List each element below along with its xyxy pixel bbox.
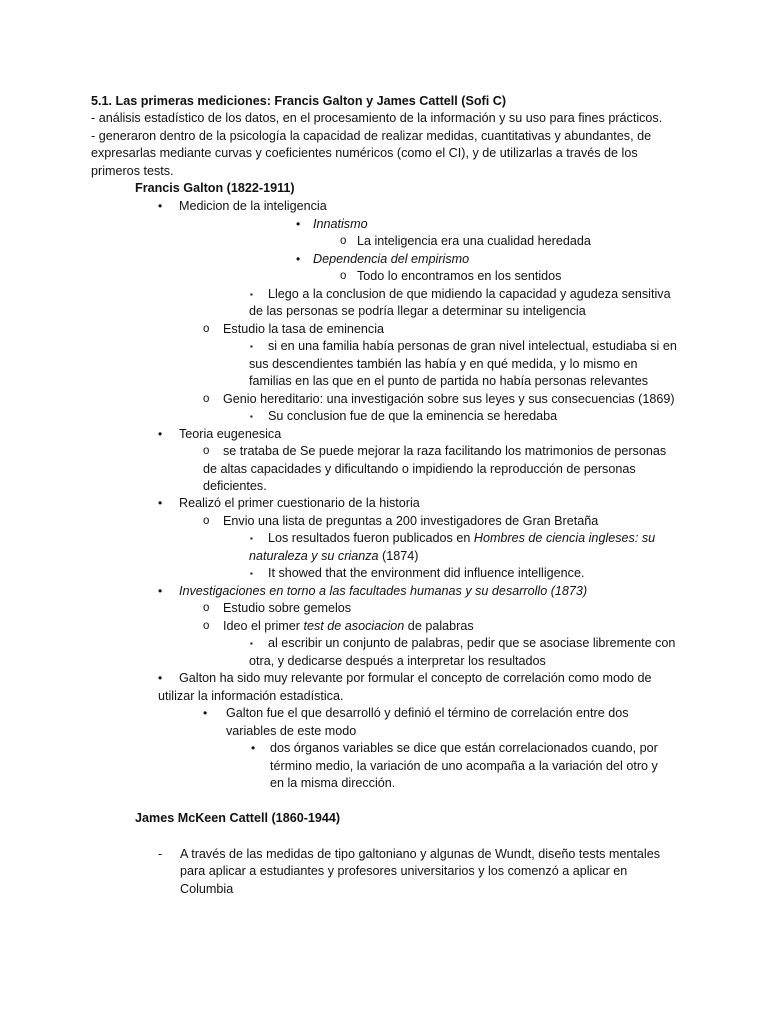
bullet-circle: o <box>203 620 210 632</box>
bullet-circle: o <box>340 235 347 247</box>
bullet-dot: • <box>296 252 301 266</box>
resultados-line-1 <box>268 530 655 548</box>
ideo-item <box>223 618 474 636</box>
bullet-square: ▪ <box>250 534 253 543</box>
intro-line-4: primeros tests. <box>91 164 174 178</box>
resultados-line-2 <box>249 548 418 566</box>
bullet-dot: • <box>158 584 163 598</box>
bullet-square: ▪ <box>250 639 253 648</box>
cattell-line-3: Columbia <box>180 882 234 896</box>
estudio-tasa-item: Estudio la tasa de eminencia <box>223 322 385 336</box>
gemelos-item: Estudio sobre gemelos <box>223 601 352 615</box>
cattell-line-2: para aplicar a estudiantes y profesores universitarios y los comenzó a aplicar en <box>180 864 628 878</box>
bullet-circle: o <box>203 445 210 457</box>
genio-sub-item: Su conclusion fue de que la eminencia se heredaba <box>268 409 558 423</box>
bullet-square: ▪ <box>250 569 253 578</box>
cattell-line-1: A través de las medidas de tipo galtoniano y algunas de Wundt, diseño tests mentales <box>180 847 661 861</box>
familia-line-1: si en una familia había personas de gran nivel intelectual, estudiaba si en <box>268 339 677 353</box>
llego-line-2: de las personas se podría llegar a determinar su inteligencia <box>249 304 586 318</box>
bullet-circle: o <box>203 323 210 335</box>
organos-line-3: en la misma dirección. <box>270 776 396 790</box>
escribir-line-2: otra, y dedicarse después a interpretar los resultados <box>249 654 546 668</box>
bullet-circle: o <box>340 270 347 282</box>
bullet-circle: o <box>203 515 210 527</box>
bullet-square: ▪ <box>250 342 253 351</box>
bullet-dot: • <box>158 199 163 213</box>
bullet-dot: • <box>158 671 163 685</box>
eugenesica-line-1: se trataba de Se puede mejorar la raza facilitando los matrimonios de personas <box>223 444 667 458</box>
genio-item: Genio hereditario: una investigación sobre sus leyes y sus consecuencias (1869) <box>223 392 675 406</box>
escribir-line-1: al escribir un conjunto de palabras, pedir que se asociase libremente con <box>268 636 676 650</box>
innatismo-item: Innatismo <box>313 217 368 231</box>
environment-item: It showed that the environment did influence intelligence. <box>268 566 585 580</box>
bullet-dot: • <box>296 217 301 231</box>
bullet-dash: - <box>158 847 163 861</box>
organos-line-2: término medio, la variación de uno acompaña a la variación del otro y <box>270 759 658 773</box>
ideo-text-end: de palabras <box>404 619 474 633</box>
bullet-dot: • <box>203 706 208 720</box>
bullet-dot: • <box>251 741 256 755</box>
medicion-item: Medicion de la inteligencia <box>179 199 327 213</box>
resultados-book-title: Hombres de ciencia ingleses: su <box>473 531 656 545</box>
definio-line-1: Galton fue el que desarrolló y definió el término de correlación entre dos <box>226 706 629 720</box>
cattell-title: James McKeen Cattell (1860-1944) <box>135 811 341 825</box>
intro-line-1: - análisis estadístico de los datos, en el procesamiento de la información y su uso para fines prácticos. <box>91 111 663 125</box>
bullet-dot: • <box>158 427 163 441</box>
bullet-dot: • <box>158 496 163 510</box>
llego-line-1: Llego a la conclusion de que midiendo la capacidad y agudeza sensitiva <box>268 287 671 301</box>
innatismo-sub-item: La inteligencia era una cualidad heredada <box>357 234 591 248</box>
resultados-text: Los resultados fueron publicados en <box>268 531 474 545</box>
envio-item: Envio una lista de preguntas a 200 investigadores de Gran Bretaña <box>223 514 599 528</box>
bullet-circle: o <box>203 393 210 405</box>
section-heading: 5.1. Las primeras mediciones: Francis Galton y James Cattell (Sofi C) <box>91 94 507 108</box>
empirismo-item: Dependencia del empirismo <box>313 252 470 266</box>
eugenesica-item: Teoria eugenesica <box>179 427 282 441</box>
familia-line-2: sus descendientes también las había y en qué medida, y lo mismo en <box>249 357 638 371</box>
intro-line-3: expresarlas mediante curvas y coeficientes numéricos (como el CI), y de utilizarlas a través de los <box>91 146 638 160</box>
familia-line-3: familias en las que en el punto de partida no había personas relevantes <box>249 374 649 388</box>
resultados-book-title-cont: naturaleza y su crianza <box>249 549 379 563</box>
ideo-test-name: test de asociacion <box>303 619 405 633</box>
bullet-square: ▪ <box>250 290 253 299</box>
eugenesica-line-3: deficientes. <box>203 479 267 493</box>
relevante-line-2: utilizar la información estadística. <box>158 689 344 703</box>
resultados-year: (1874) <box>378 549 419 563</box>
galton-title: Francis Galton (1822-1911) <box>135 181 295 195</box>
organos-line-1: dos órganos variables se dice que están correlacionados cuando, por <box>270 741 658 755</box>
ideo-text: Ideo el primer <box>223 619 304 633</box>
eugenesica-line-2: de altas capacidades y dificultando o impidiendo la reproducción de personas <box>203 462 636 476</box>
cuestionario-item: Realizó el primer cuestionario de la historia <box>179 496 420 510</box>
investigaciones-item: Investigaciones en torno a las facultades humanas y su desarrollo (1873) <box>179 584 588 598</box>
intro-line-2: - generaron dentro de la psicología la capacidad de realizar medidas, cuantitativas y abundantes, de <box>91 129 652 143</box>
bullet-circle: o <box>203 602 210 614</box>
relevante-line-1: Galton ha sido muy relevante por formular el concepto de correlación como modo de <box>179 671 652 685</box>
bullet-square: ▪ <box>250 412 253 421</box>
definio-line-2: variables de este modo <box>226 724 357 738</box>
empirismo-sub-item: Todo lo encontramos en los sentidos <box>357 269 562 283</box>
